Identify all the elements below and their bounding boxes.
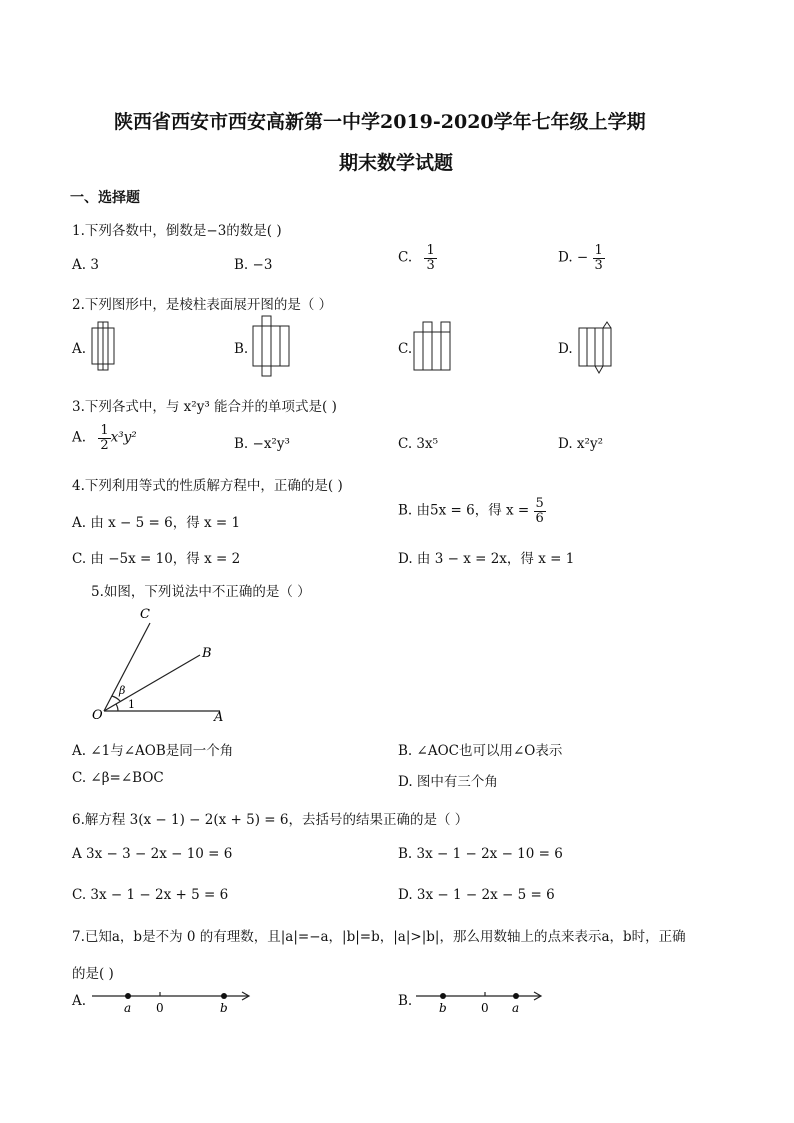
q7-option-a-label: A.: [72, 993, 87, 1009]
label-c: C: [140, 607, 150, 622]
q7-stem-line-2: 的是( ): [72, 966, 114, 982]
q3-stem: 3.下列各式中，与 x²y³ 能合并的单项式是( ): [72, 399, 337, 415]
label-zero: 0: [481, 1001, 489, 1015]
label-beta: β: [119, 684, 126, 697]
fraction-denominator: 3: [594, 257, 603, 273]
q2-figure-c: [412, 320, 457, 372]
q2-figure-a: [90, 322, 120, 372]
fraction-numerator: 5: [535, 496, 544, 511]
fraction-denominator: 3: [426, 257, 435, 273]
point-b: [221, 993, 227, 999]
q2-stem: 2.下列图形中，是棱柱表面展开图的是（ ）: [72, 297, 333, 313]
title-line-1: 陕西省西安市西安高新第一中学2019-2020学年七年级上学期: [114, 111, 646, 133]
q7-option-a-number-line: [90, 986, 258, 1020]
label-b: b: [220, 1001, 228, 1015]
q1-option-d-fraction: [593, 244, 605, 272]
q3-option-a-label: A.: [72, 429, 87, 446]
fraction-denominator: 2: [100, 437, 109, 453]
q6-option-a: A 3x − 3 − 2x − 10 = 6: [72, 846, 233, 862]
title-line-2: 期末数学试题: [339, 152, 454, 174]
fraction-numerator: 1: [426, 243, 435, 258]
q1-option-a: A. 3: [72, 257, 99, 273]
point-b: [440, 993, 446, 999]
q4-option-b: [398, 497, 546, 525]
q1-option-c: [398, 244, 437, 272]
q1-option-d: [558, 244, 605, 272]
angle-1-arc: [116, 704, 118, 711]
q3-option-b: B. −x²y³: [234, 436, 290, 452]
q4-option-d: D. 由 3 − x = 2x，得 x = 1: [398, 551, 575, 567]
q4-option-b-text: B. 由5x = 6，得 x =: [398, 502, 530, 519]
q5-option-b: B. ∠AOC也可以用∠O表示: [398, 743, 563, 759]
q6-option-d: D. 3x − 1 − 2x − 5 = 6: [398, 887, 555, 903]
q2-figure-b: [250, 316, 295, 378]
q6-stem: 6.解方程 3(x − 1) − 2(x + 5) = 6，去括号的结果正确的是（ ）: [72, 812, 469, 828]
q2-option-a: A.: [72, 341, 87, 357]
q1-option-b: B. −3: [234, 257, 273, 273]
label-zero: 0: [156, 1001, 164, 1015]
fraction-denominator: 6: [535, 510, 544, 526]
q1-stem: 1.下列各数中，倒数是−3的数是( ): [72, 223, 282, 239]
q1-option-c-label: C.: [398, 249, 413, 266]
q6-option-c: C. 3x − 1 − 2x + 5 = 6: [72, 887, 229, 903]
label-b: b: [439, 1001, 447, 1015]
label-a: A: [214, 710, 224, 725]
q4-stem: 4.下列利用等式的性质解方程中，正确的是( ): [72, 478, 343, 494]
q1-option-c-fraction: [424, 244, 436, 272]
label-a: a: [512, 1001, 520, 1015]
fraction-numerator: 1: [594, 243, 603, 258]
q4-option-c: C. 由 −5x = 10，得 x = 2: [72, 551, 241, 567]
q4-option-b-fraction: [534, 497, 546, 525]
q6-option-b: B. 3x − 1 − 2x − 10 = 6: [398, 846, 563, 862]
section-heading: 一、选择题: [70, 190, 140, 206]
q3-option-c: C. 3x⁵: [398, 436, 439, 452]
q5-stem: 5.如图，下列说法中不正确的是（ ）: [91, 584, 311, 600]
label-o: O: [92, 708, 103, 723]
label-angle-1: 1: [128, 698, 135, 711]
fraction-numerator: 1: [100, 423, 109, 438]
q2-option-b: B.: [234, 341, 249, 357]
q5-option-c: C. ∠β=∠BOC: [72, 770, 164, 786]
label-b: B: [202, 646, 212, 661]
q2-option-c: C.: [398, 341, 413, 357]
q2-option-d: D.: [558, 341, 573, 357]
q1-option-d-label: D. −: [558, 249, 589, 266]
q3-option-a: [72, 424, 137, 452]
q3-option-d: D. x²y²: [558, 436, 603, 452]
point-a: [125, 993, 131, 999]
q7-stem-line-1: 7.已知a，b是不为 0 的有理数，且|a|=−a，|b|=b，|a|>|b|，那么用数轴上的点来表示a，b时，正确: [72, 929, 686, 945]
q3-option-a-fraction: [98, 424, 110, 452]
q5-option-a: A. ∠1与∠AOB是同一个角: [72, 743, 234, 759]
point-a: [513, 993, 519, 999]
label-a: a: [124, 1001, 132, 1015]
q3-option-a-term: x³y²: [110, 429, 137, 446]
q5-option-d: D. 图中有三个角: [398, 774, 498, 790]
q4-option-a: A. 由 x − 5 = 6，得 x = 1: [72, 515, 241, 531]
q5-angle-figure: [88, 605, 238, 730]
q7-option-b-label: B.: [398, 993, 413, 1009]
q2-figure-d: [576, 320, 616, 376]
q7-option-b-number-line: [414, 986, 550, 1020]
